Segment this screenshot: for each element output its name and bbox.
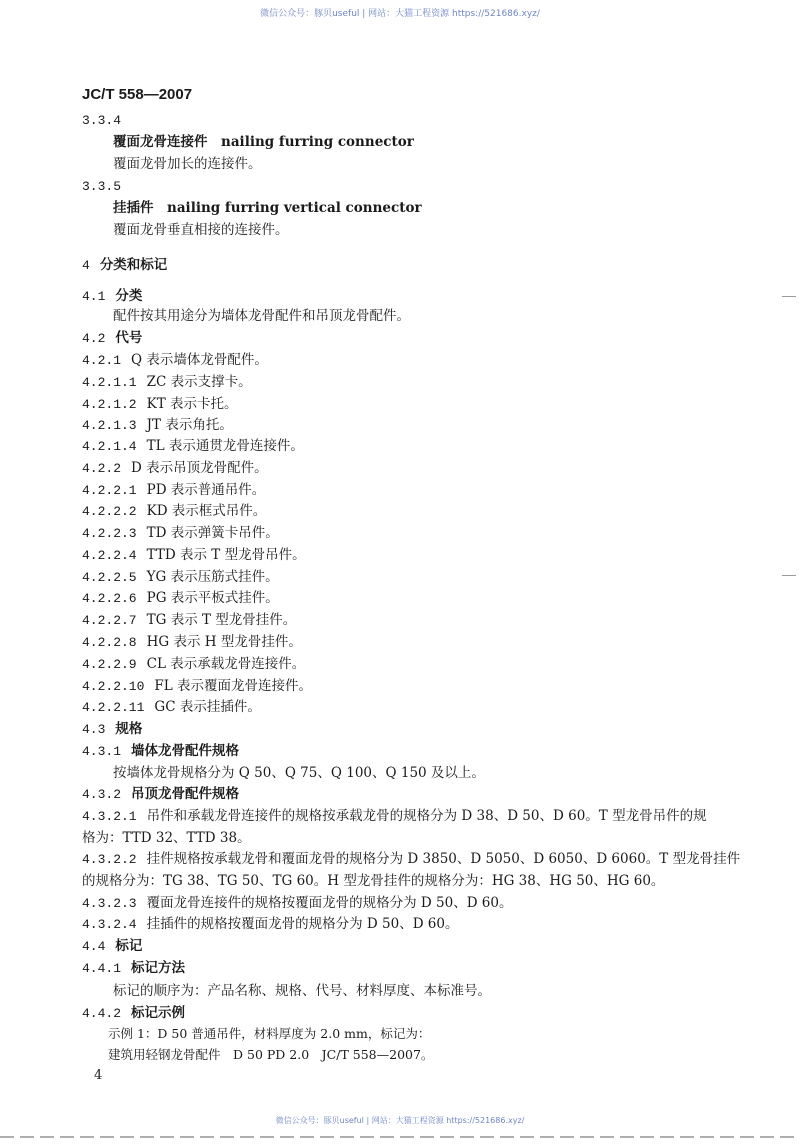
clause-text: 吊件和承载龙骨连接件的规格按承载龙骨的规格分为 D 38、D 50、D 60。T 型龙骨吊件的规 (146, 808, 707, 824)
clause-number: 4.2.2.11 (82, 700, 145, 715)
clause-text: CL 表示承载龙骨连接件。 (146, 656, 306, 672)
clause-number: 4.2.2.2 (82, 504, 137, 519)
clause-text: 的规格分为：TG 38、TG 50、TG 60。H 型龙骨挂件的规格分为：HG 38、HG 50、HG 60。 (82, 873, 665, 889)
text-line (82, 437, 304, 456)
clause-number: 4.4.2 (82, 1006, 122, 1021)
text-line (113, 307, 410, 325)
text-line (82, 959, 185, 978)
clause-number: 4 (82, 258, 90, 273)
text-line (82, 502, 266, 521)
clause-number: 3.3.5 (82, 179, 122, 194)
clause-number: 4.3.2 (82, 787, 122, 802)
clause-number: 4.2.1.2 (82, 397, 137, 412)
clause-number: 4.2.1.4 (82, 439, 137, 454)
text-line (82, 329, 142, 348)
clause-number: 4.2.2.3 (82, 526, 137, 541)
text-line (82, 872, 664, 890)
clause-number: 4.4 (82, 939, 106, 954)
text-line (82, 373, 252, 392)
text-line (82, 1004, 185, 1023)
text-line (82, 742, 239, 761)
text-line (82, 568, 279, 587)
clause-number: 4.3.2.2 (82, 852, 137, 867)
text-line (82, 256, 167, 275)
clause-text: GC 表示挂插件。 (154, 699, 261, 715)
text-line (82, 416, 233, 435)
clause-text: 覆面龙骨连接件 nailing furring connector (113, 134, 414, 150)
clause-number: 4.2.2.9 (82, 657, 137, 672)
text-line (108, 1046, 433, 1064)
text-line (82, 655, 305, 674)
clause-text: 覆面龙骨加长的连接件。 (113, 156, 262, 172)
clause-text: 配件按其用途分为墙体龙骨配件和吊顶龙骨配件。 (113, 308, 410, 324)
clause-text: 标记示例 (131, 1005, 186, 1021)
clause-number: 4.2.1.1 (82, 375, 137, 390)
clause-text: PG 表示平板式挂件。 (146, 590, 279, 606)
text-line (82, 589, 279, 608)
clause-number: 4.2.2.1 (82, 483, 137, 498)
text-line (113, 155, 262, 173)
clause-number: 4.2.2.6 (82, 591, 137, 606)
text-line (113, 221, 289, 239)
clause-number: 3.3.4 (82, 113, 122, 128)
clause-text: D 表示吊顶龙骨配件。 (131, 460, 268, 476)
scan-mark (782, 575, 796, 576)
text-line (82, 287, 142, 306)
text-line (82, 459, 268, 478)
text-line (113, 764, 485, 782)
text-line (82, 633, 302, 652)
clause-text: KD 表示框式吊件。 (146, 503, 267, 519)
clause-text: HG 表示 H 型龙骨挂件。 (146, 634, 302, 650)
clause-text: 格为：TTD 32、TTD 38。 (82, 830, 251, 846)
clause-number: 4.2.2 (82, 461, 122, 476)
text-line (82, 481, 265, 500)
text-line (82, 177, 131, 196)
clause-number: 4.3.2.1 (82, 809, 137, 824)
clause-text: 分类 (115, 288, 143, 304)
text-line (82, 915, 459, 934)
clause-text: 建筑用轻钢龙骨配件 D 50 PD 2.0 JC/T 558—2007。 (108, 1047, 434, 1062)
text-line (82, 111, 131, 130)
text-line (82, 546, 306, 565)
scan-mark (782, 296, 796, 297)
clause-text: 挂插件 nailing furring vertical connector (113, 200, 422, 216)
clause-number: 4.1 (82, 289, 106, 304)
text-line (82, 807, 707, 826)
text-line (82, 829, 251, 847)
clause-text: 代号 (115, 330, 143, 346)
text-line (82, 698, 261, 717)
clause-text: 按墙体龙骨规格分为 Q 50、Q 75、Q 100、Q 150 及以上。 (113, 765, 485, 781)
clause-text: FL 表示覆面龙骨连接件。 (154, 678, 313, 694)
clause-text: 吊顶龙骨配件规格 (131, 786, 240, 802)
clause-number: 4.2.2.5 (82, 570, 137, 585)
clause-text: 规格 (115, 721, 143, 737)
clause-text: KT 表示卡托。 (146, 396, 238, 412)
text-line (82, 894, 513, 913)
clause-number: 4.2.1.3 (82, 418, 137, 433)
clause-text: 覆面龙骨连接件的规格按覆面龙骨的规格分为 D 50、D 60。 (146, 895, 513, 911)
text-line (82, 937, 142, 956)
clause-number: 4.3.1 (82, 744, 122, 759)
clause-text: 挂插件的规格按覆面龙骨的规格分为 D 50、D 60。 (146, 916, 459, 932)
clause-number: 4.3.2.3 (82, 896, 137, 911)
text-line (82, 720, 142, 739)
clause-text: 覆面龙骨垂直相接的连接件。 (113, 222, 289, 238)
clause-text: 标记的顺序为：产品名称、规格、代号、材料厚度、本标准号。 (113, 983, 491, 999)
watermark-bottom: 微信公众号：豚贝useful | 网站：大猫工程资源 https://521686.xyz/ (275, 1116, 525, 1125)
clause-number: 4.2.1 (82, 353, 122, 368)
clause-number: 4.2.2.4 (82, 548, 137, 563)
clause-text: TTD 表示 T 型龙骨吊件。 (146, 547, 306, 563)
clause-number: 4.2 (82, 331, 106, 346)
clause-number: 4.2.2.10 (82, 679, 145, 694)
text-line (82, 611, 296, 630)
clause-text: 挂件规格按承载龙骨和覆面龙骨的规格分为 D 3850、D 5050、D 6050、D 6060。T 型龙骨挂件 (146, 851, 741, 867)
clause-text: 墙体龙骨配件规格 (131, 743, 240, 759)
clause-text: 标记 (115, 938, 143, 954)
clause-text: TG 表示 T 型龙骨挂件。 (146, 612, 297, 628)
clause-text: Q 表示墙体龙骨配件。 (131, 352, 268, 368)
clause-text: TD 表示弹簧卡吊件。 (146, 525, 279, 541)
standard-header: JC/T 558—2007 (82, 86, 193, 103)
text-line (82, 351, 268, 370)
clause-text: PD 表示普通吊件。 (146, 482, 266, 498)
clause-text: 示例 1：D 50 普通吊件，材料厚度为 2.0 mm，标记为： (108, 1026, 431, 1041)
text-line (82, 395, 238, 414)
clause-text: 标记方法 (131, 960, 186, 976)
text-line (113, 982, 491, 1000)
text-line (82, 785, 239, 804)
text-line (113, 133, 414, 151)
text-line (82, 850, 740, 869)
clause-text: 分类和标记 (99, 257, 168, 273)
clause-text: ZC 表示支撑卡。 (146, 374, 252, 390)
clause-number: 4.2.2.7 (82, 613, 137, 628)
scan-edge-rule (0, 1136, 800, 1138)
clause-number: 4.3.2.4 (82, 917, 137, 932)
clause-number: 4.3 (82, 722, 106, 737)
text-line (108, 1025, 430, 1043)
clause-text: YG 表示压筋式挂件。 (146, 569, 279, 585)
clause-number: 4.2.2.8 (82, 635, 137, 650)
text-line (82, 677, 312, 696)
text-line (82, 524, 279, 543)
clause-number: 4.4.1 (82, 961, 122, 976)
watermark-top: 微信公众号：豚贝useful | 网站：大猫工程资源 https://521686.xyz/ (260, 9, 540, 19)
page-number: 4 (94, 1068, 103, 1083)
text-line (113, 199, 422, 217)
clause-text: TL 表示通贯龙骨连接件。 (146, 438, 304, 454)
clause-text: JT 表示角托。 (146, 417, 233, 433)
